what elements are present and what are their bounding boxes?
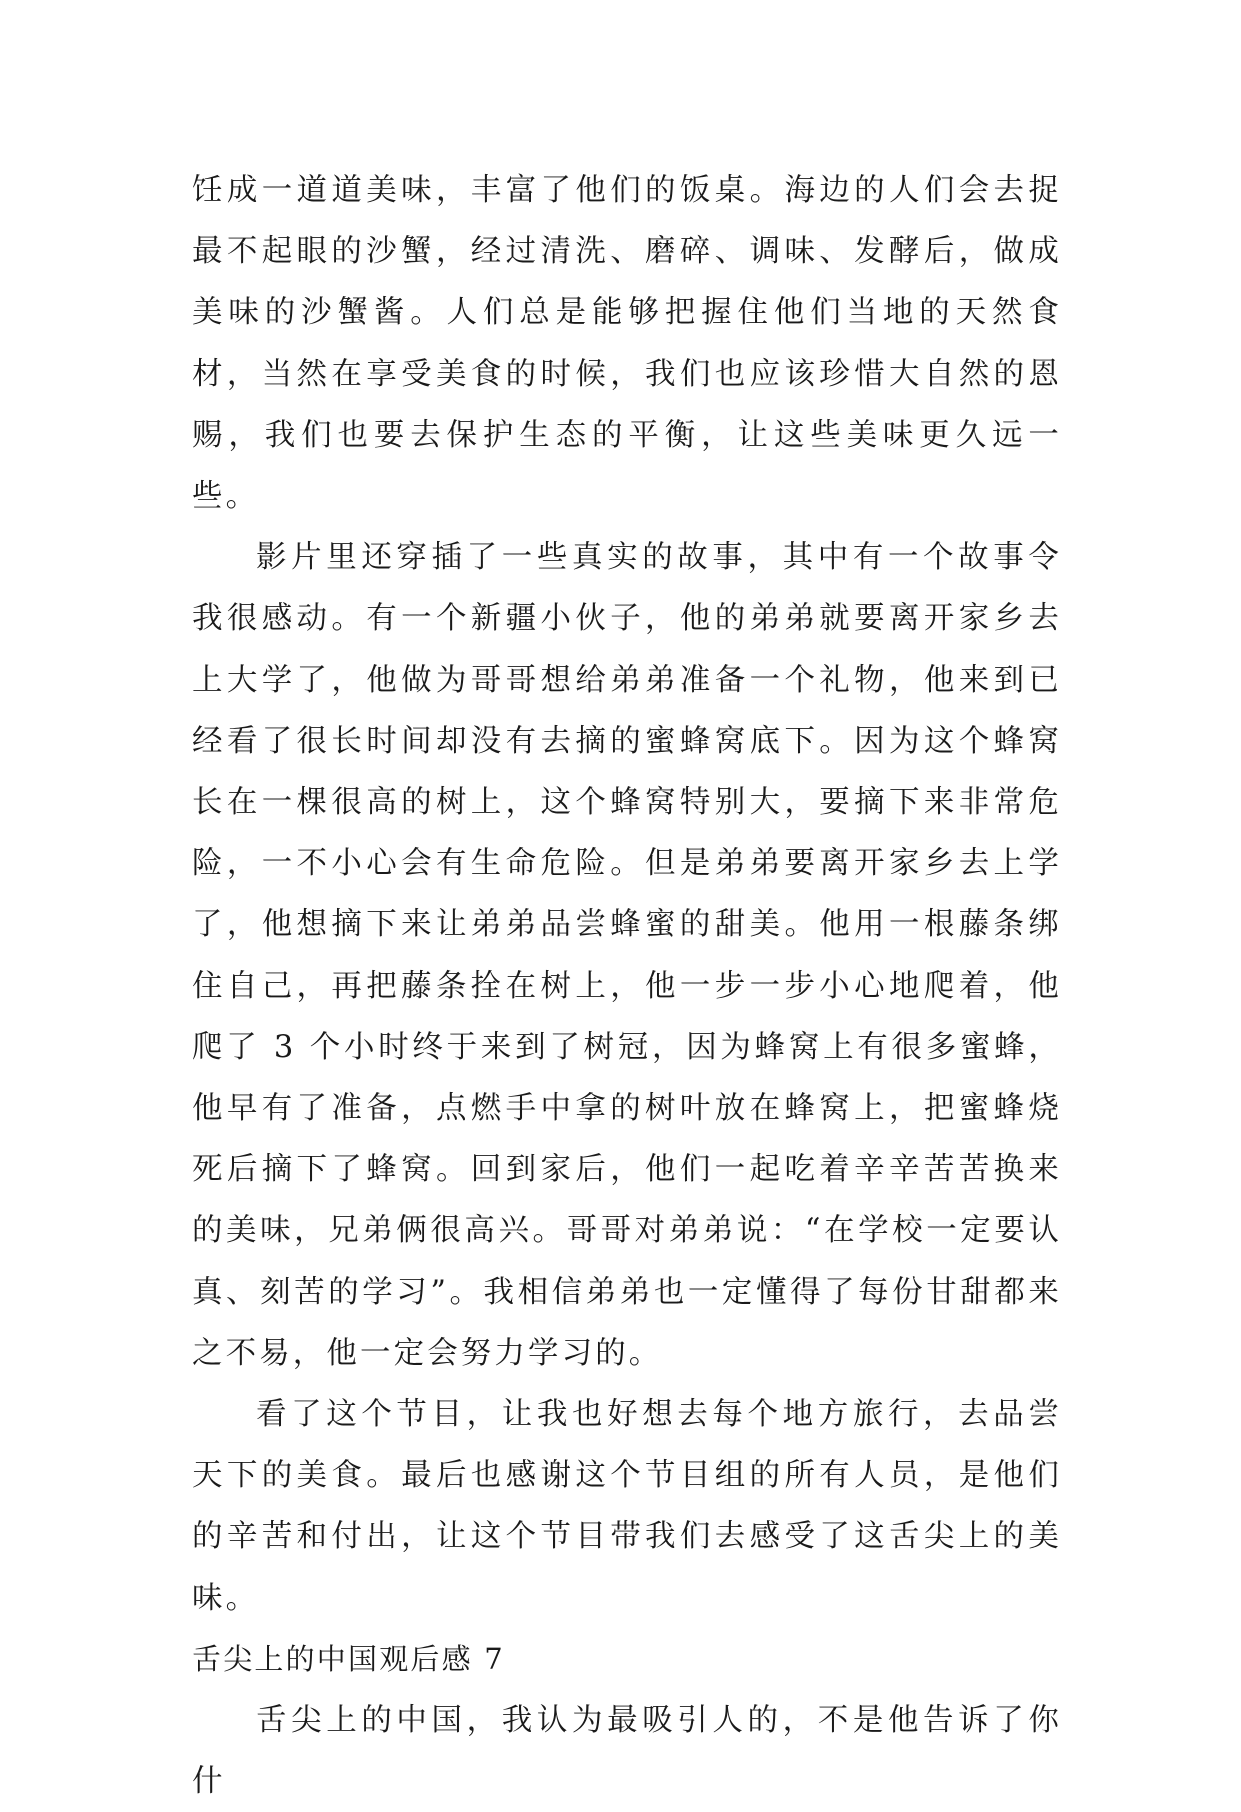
paragraph-2: 影片里还穿插了一些真实的故事，其中有一个故事令我很感动。有一个新疆小伙子，他的弟弟就要离开家乡去上大学了，他做为哥哥想给弟弟准备一个礼物，他来到已经看了很长时间却没有去摘的蜜蜂窝底下。因为这个蜂窝长在一棵很高的树上，这个蜂窝特别大，要摘下来非常危险，一不小心会有生命危险。但是弟弟要离开家乡去上学了，他想摘下来让弟弟品尝蜂蜜的甜美。他用一根藤条绑住自己，再把藤条拴在树上，他一步一步小心地爬着，他爬了 3 个小时终于来到了树冠，因为蜂窝上有很多蜜蜂，他早有了准备，点燃手中拿的树叶放在蜂窝上，把蜜蜂烧死后摘下了蜂窝。回到家后，他们一起吃着辛辛苦苦换来的美味，兄弟俩很高兴。哥哥对弟弟说：“在学校一定要认真、刻苦的学习”。我相信弟弟也一定懂得了每份甘甜都来之不易，他一定会努力学习的。: [192, 540, 1062, 1371]
paragraph-3: 看了这个节目，让我也好想去每个地方旅行，去品尝天下的美食。最后也感谢这个节目组的所有人员，是他们的辛苦和付出，让这个节目带我们去感受了这舌尖上的美味。: [192, 1397, 1062, 1616]
closing-paragraph: 舌尖上的中国，我认为最吸引人的，不是他告诉了你什: [192, 1703, 1062, 1800]
section-heading: 舌尖上的中国观后感 7: [192, 1641, 505, 1676]
paragraph-1: 饪成一道道美味，丰富了他们的饭桌。海边的人们会去捉最不起眼的沙蟹，经过清洗、磨碎、调味、发酵后，做成美味的沙蟹酱。人们总是能够把握住他们当地的天然食材，当然在享受美食的时候，我们也应该珍惜大自然的恩赐，我们也要去保护生态的平衡，让这些美味更久远一些。: [192, 173, 1062, 515]
document-body: [192, 160, 1062, 1812]
